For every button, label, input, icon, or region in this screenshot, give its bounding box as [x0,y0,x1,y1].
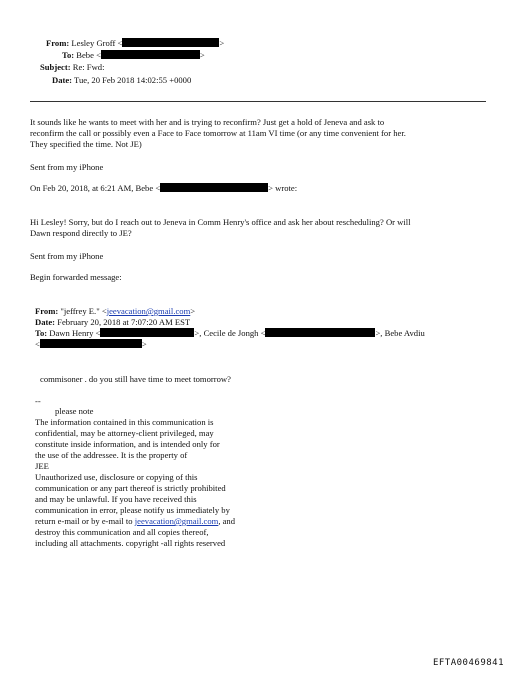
redaction-bar [160,183,268,192]
disclaimer-return-line: return e-mail or by e-mail to jeevacation@gmail.com, and [35,516,236,526]
reply-line-3: They specified the time. Not JE) [30,139,142,149]
to-label: To: [62,50,75,60]
date-label: Date: [52,75,73,85]
disclaimer-line: constitute inside information, and is intended only for [35,439,220,449]
reply-line-1: It sounds like he wants to meet with her and is trying to reconfirm? Just get a hold of Jeneva and ask to [30,117,385,127]
disclaimer-line: The information contained in this communication is [35,417,214,427]
forward-to-row: To: Dawn Henry < >, Cecile de Jongh < >, Bebe Avdiu [35,328,425,338]
disclaimer-line: communication or any part thereof is strictly prohibited [35,483,226,493]
forwarded-label: Begin forwarded message: [30,272,122,282]
quote-intro: On Feb 20, 2018, at 6:21 AM, Bebe < > wrote: [30,183,298,193]
header-subject-row [40,62,104,72]
signature-dash: -- [35,396,41,406]
disclaimer-line: and may be unlawful. If you have received this [35,494,197,504]
forward-from-row: From: "jeffrey E." <jeevacation@gmail.com> [35,306,196,316]
disclaimer-line: destroy this communication and all copies thereof, [35,527,209,537]
forward-message: commisoner . do you still have time to meet tomorrow? [40,374,231,384]
subject-label: Subject: [40,62,71,72]
header-to-row: To: Bebe < > [62,50,205,60]
forward-to-continuation: < > [35,339,147,349]
document-id: EFTA00469841 [432,658,504,668]
quote-signature: Sent from my iPhone [30,251,104,261]
disclaimer-line: the use of the addressee. It is the property of [35,450,188,460]
subject-value: Re: Fwd: [72,62,105,72]
disclaimer-line: communication in error, please notify us immediately by [35,505,230,515]
to-value: Bebe < [76,50,101,60]
redaction-bar [122,38,219,47]
forward-from-email-link[interactable]: jeevacation@gmail.com [106,306,191,316]
quote-line-1: Hi Lesley! Sorry, but do I reach out to Jeneva in Comm Henry's office and ask her about rescheduling? Or will [30,217,411,227]
redaction-bar [100,328,194,337]
redaction-bar [101,50,200,59]
forward-date-row: Date: February 20, 2018 at 7:07:20 AM EST [35,317,191,327]
please-note: please note [55,406,94,416]
redaction-bar [40,339,142,348]
disclaimer-line: Unauthorized use, disclosure or copying of this [35,472,198,482]
reply-signature: Sent from my iPhone [30,162,104,172]
disclaimer-email-link[interactable]: jeevacation@gmail.com [134,516,219,526]
header-from-row: From: Lesley Groff < > [46,38,225,48]
disclaimer-line: including all attachments. copyright -all rights reserved [35,538,226,548]
header-date-row [52,75,191,85]
disclaimer-line: JEE [35,461,49,471]
redaction-bar [265,328,375,337]
date-value: Tue, 20 Feb 2018 14:02:55 +0000 [74,75,192,85]
reply-line-2: reconfirm the call or possibly even a Face to Face tomorrow at 11am VI time (or any time convenient for her. [30,128,406,138]
from-label: From: [46,38,70,48]
disclaimer-line: confidential, may be attorney-client privileged, may [35,428,214,438]
from-value: Lesley Groff < [71,38,123,48]
quote-line-2: Dawn respond directly to JE? [30,228,132,238]
header-divider [30,101,486,102]
